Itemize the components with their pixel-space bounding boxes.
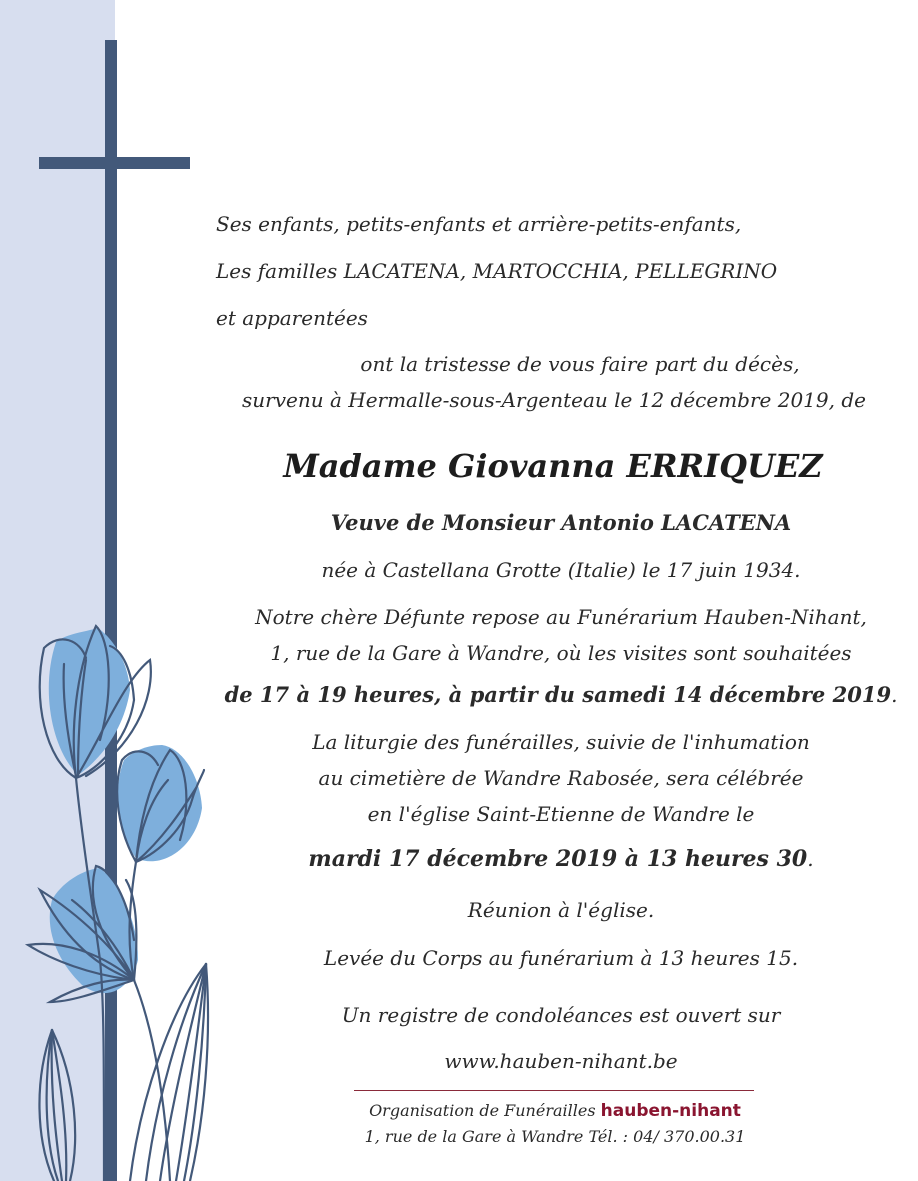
family-line-1: Ses enfants, petits-enfants et arrière-petits-enfants, [216,212,742,236]
funeral-date-text: mardi 17 décembre 2019 à 13 heures 30 [308,846,808,872]
visit-hours-text: de 17 à 19 heures, à partir du samedi 14 décembre 2019 [224,682,892,707]
funeral-date-dot: . [807,847,814,871]
funeral-line-2: au cimetière de Wandre Rabosée, sera célébrée [318,766,804,790]
cross-vertical-bar [105,40,117,1181]
funeral-line-3: en l'église Saint-Etienne de Wandre le [367,802,755,826]
registry-url-link[interactable]: www.hauben-nihant.be [444,1049,678,1073]
visit-hours [216,682,906,707]
registry-line: Un registre de condoléances est ouvert sur [341,1003,781,1027]
visit-line-1: Notre chère Défunte repose au Funérarium Hauben-Nihant, [255,605,867,629]
deceased-name: Madame Giovanna ERRIQUEZ [283,447,823,485]
footer-address: 1, rue de la Gare à Wandre Tél. : 04/ 370.00.31 [364,1127,746,1146]
widow-line: Veuve de Monsieur Antonio LACATENA [330,510,792,535]
birth-line: née à Castellana Grotte (Italie) le 17 juin 1934. [321,558,801,582]
footer-org-prefix: Organisation de Funérailles [369,1101,596,1120]
visit-hours-dot: . [891,683,898,707]
funeral-date [216,846,906,872]
meeting-line: Réunion à l'église. [467,898,655,922]
visit-line-2: 1, rue de la Gare à Wandre, où les visites sont souhaitées [270,641,852,665]
levee-line: Levée du Corps au funérarium à 13 heures 15. [323,946,799,970]
cross-horizontal-bar [39,157,190,169]
brand-logo-text: hauben-nihant [600,1101,741,1121]
family-line-2: Les familles LACATENA, MARTOCCHIA, PELLEGRINO [216,259,778,283]
announce-line-1: ont la tristesse de vous faire part du décès, [360,352,800,376]
announce-line-2: survenu à Hermalle-sous-Argenteau le 12 décembre 2019, de [242,388,866,412]
footer-divider [354,1090,754,1091]
funeral-line-1: La liturgie des funérailles, suivie de l'inhumation [312,730,810,754]
family-line-3: et apparentées [216,306,368,330]
footer-org-line [300,1101,810,1121]
